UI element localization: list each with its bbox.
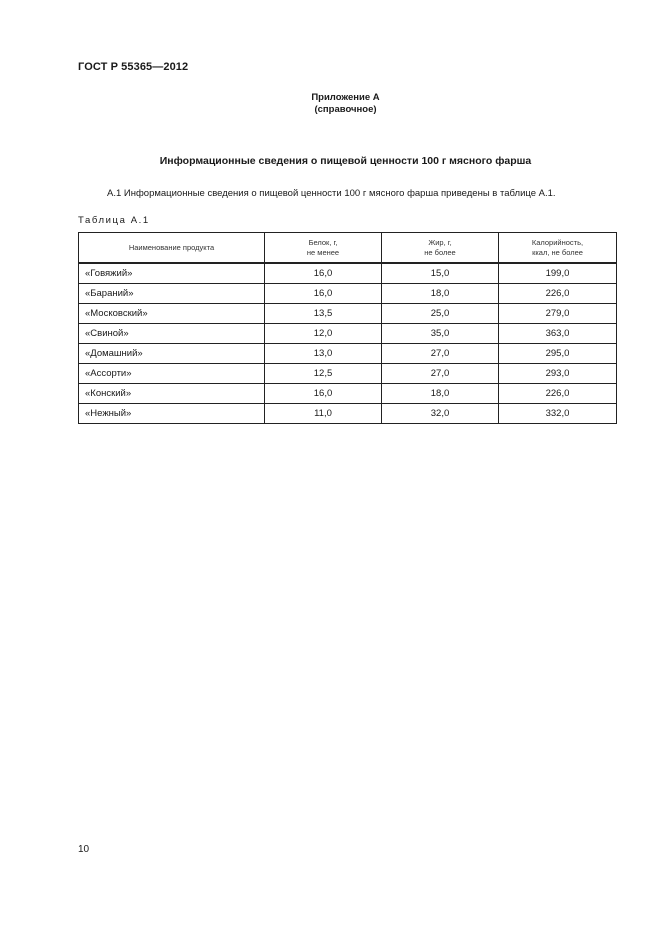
cell-protein: 16,0 bbox=[265, 263, 382, 284]
column-header-protein-line1: Белок, г, bbox=[308, 237, 338, 247]
cell-protein: 16,0 bbox=[265, 384, 382, 404]
column-header-calories-line2: ккал, не более bbox=[532, 247, 583, 257]
section-title-text: Информационные сведения о пищевой ценности 100 г мясного фарша bbox=[159, 155, 532, 167]
column-header-protein-line2: не менее bbox=[306, 247, 340, 257]
cell-fat: 15,0 bbox=[382, 263, 499, 284]
cell-fat: 25,0 bbox=[382, 304, 499, 324]
cell-fat: 27,0 bbox=[382, 364, 499, 384]
cell-name: «Конский» bbox=[79, 384, 265, 404]
document-code: ГОСТ Р 55365—2012 bbox=[78, 61, 189, 73]
cell-protein: 13,0 bbox=[265, 344, 382, 364]
table-row bbox=[79, 304, 617, 324]
cell-calories: 332,0 bbox=[499, 404, 617, 424]
cell-fat: 35,0 bbox=[382, 324, 499, 344]
page-number: 10 bbox=[78, 844, 90, 855]
cell-calories: 226,0 bbox=[499, 384, 617, 404]
appendix-subtitle: (справочное) bbox=[314, 104, 377, 115]
cell-calories: 199,0 bbox=[499, 263, 617, 284]
appendix-title: Приложение А bbox=[311, 92, 380, 103]
table-caption: Таблица А.1 bbox=[78, 215, 150, 226]
table-row bbox=[79, 344, 617, 364]
column-header-calories bbox=[499, 233, 617, 264]
table-row bbox=[79, 364, 617, 384]
cell-calories: 226,0 bbox=[499, 284, 617, 304]
cell-fat: 18,0 bbox=[382, 284, 499, 304]
column-header-fat bbox=[382, 233, 499, 264]
table-row bbox=[79, 324, 617, 344]
cell-name: «Говяжий» bbox=[79, 263, 265, 284]
nutrition-table bbox=[78, 232, 617, 424]
appendix-heading bbox=[0, 92, 661, 116]
cell-calories: 293,0 bbox=[499, 364, 617, 384]
column-header-name bbox=[79, 233, 265, 264]
column-header-name-line1: Наименование продукта bbox=[128, 242, 215, 252]
column-header-fat-line1: Жир, г, bbox=[428, 237, 452, 247]
table-row bbox=[79, 263, 617, 284]
table-row bbox=[79, 384, 617, 404]
cell-protein: 11,0 bbox=[265, 404, 382, 424]
cell-name: «Ассорти» bbox=[79, 364, 265, 384]
column-header-calories-line1: Калорийность, bbox=[531, 237, 584, 247]
cell-protein: 13,5 bbox=[265, 304, 382, 324]
cell-name: «Московский» bbox=[79, 304, 265, 324]
column-header-fat-line2: не более bbox=[424, 247, 456, 257]
table-header-row bbox=[79, 233, 617, 264]
table-row bbox=[79, 404, 617, 424]
column-header-protein bbox=[265, 233, 382, 264]
cell-fat: 32,0 bbox=[382, 404, 499, 424]
cell-calories: 363,0 bbox=[499, 324, 617, 344]
cell-calories: 279,0 bbox=[499, 304, 617, 324]
cell-name: «Свиной» bbox=[79, 324, 265, 344]
section-paragraph: А.1 Информационные сведения о пищевой ценности 100 г мясного фарша приведены в таблице А.1. bbox=[107, 188, 556, 199]
cell-protein: 12,0 bbox=[265, 324, 382, 344]
cell-protein: 16,0 bbox=[265, 284, 382, 304]
cell-calories: 295,0 bbox=[499, 344, 617, 364]
cell-name: «Нежный» bbox=[79, 404, 265, 424]
cell-fat: 27,0 bbox=[382, 344, 499, 364]
cell-protein: 12,5 bbox=[265, 364, 382, 384]
table-row bbox=[79, 284, 617, 304]
cell-name: «Бараний» bbox=[79, 284, 265, 304]
cell-name: «Домашний» bbox=[79, 344, 265, 364]
section-title bbox=[0, 155, 661, 167]
cell-fat: 18,0 bbox=[382, 384, 499, 404]
